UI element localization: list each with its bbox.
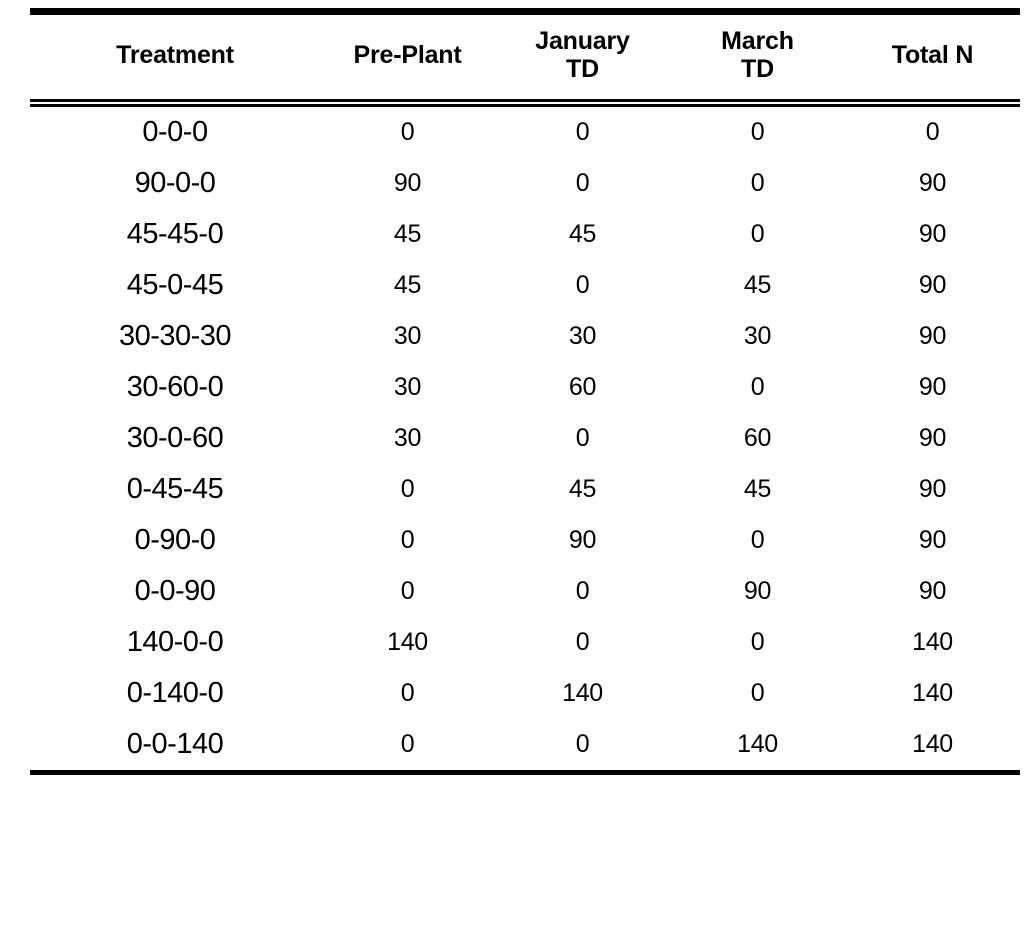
cell-january-td: 45 (568, 475, 597, 503)
cell-january-td: 45 (568, 220, 597, 248)
column-header-treatment: Treatment (116, 41, 234, 69)
table-header-double-rule (30, 99, 1020, 107)
table-row (30, 260, 1020, 311)
cell-treatment: 0-90-0 (134, 524, 216, 556)
cell-pre-plant: 0 (400, 475, 415, 503)
cell-total-n: 90 (918, 169, 947, 197)
cell-total-n: 90 (918, 526, 947, 554)
table-row (30, 311, 1020, 362)
table-row (30, 362, 1020, 413)
cell-treatment: 30-60-0 (126, 371, 224, 403)
column-header-january-td (495, 15, 670, 99)
cell-march-td: 60 (743, 424, 772, 452)
cell-treatment: 30-0-60 (126, 422, 224, 454)
cell-total-n: 140 (912, 628, 953, 656)
cell-pre-plant: 140 (387, 628, 428, 656)
cell-treatment: 45-45-0 (126, 218, 224, 250)
cell-january-td: 0 (575, 730, 590, 758)
data-table (30, 15, 1020, 99)
cell-january-td: 0 (575, 169, 590, 197)
table-row (30, 719, 1020, 770)
cell-pre-plant: 30 (393, 322, 422, 350)
table-row (30, 566, 1020, 617)
cell-total-n: 90 (918, 322, 947, 350)
cell-march-td: 0 (750, 679, 765, 707)
cell-march-td: 0 (750, 220, 765, 248)
header-row (30, 15, 1020, 99)
cell-treatment: 45-0-45 (126, 269, 224, 301)
cell-pre-plant: 0 (400, 577, 415, 605)
cell-total-n: 90 (918, 220, 947, 248)
cell-january-td: 0 (575, 424, 590, 452)
table-row (30, 158, 1020, 209)
table-row (30, 464, 1020, 515)
cell-january-td: 60 (568, 373, 597, 401)
column-header-january-td-line2: TD (566, 55, 599, 83)
cell-january-td: 0 (575, 628, 590, 656)
cell-pre-plant: 45 (393, 271, 422, 299)
column-header-march-td (670, 15, 845, 99)
table-row (30, 617, 1020, 668)
cell-treatment: 0-0-140 (126, 728, 224, 760)
table-row (30, 515, 1020, 566)
nitrogen-treatment-table (30, 8, 1020, 775)
column-header-january-td-line1: January (535, 27, 630, 55)
cell-march-td: 0 (750, 118, 765, 146)
cell-treatment: 90-0-0 (134, 167, 216, 199)
cell-pre-plant: 0 (400, 526, 415, 554)
cell-pre-plant: 90 (393, 169, 422, 197)
table-row (30, 209, 1020, 260)
cell-pre-plant: 0 (400, 730, 415, 758)
cell-march-td: 45 (743, 475, 772, 503)
cell-march-td: 0 (750, 526, 765, 554)
table-bottom-rule (30, 770, 1020, 775)
cell-january-td: 0 (575, 577, 590, 605)
cell-pre-plant: 30 (393, 424, 422, 452)
cell-total-n: 90 (918, 373, 947, 401)
cell-total-n: 90 (918, 424, 947, 452)
data-table-body (30, 107, 1020, 770)
cell-march-td: 90 (743, 577, 772, 605)
cell-march-td: 0 (750, 169, 765, 197)
cell-march-td: 45 (743, 271, 772, 299)
cell-pre-plant: 0 (400, 679, 415, 707)
column-header-march-td-line1: March (721, 27, 794, 55)
column-header-pre-plant: Pre-Plant (353, 41, 462, 69)
cell-march-td: 0 (750, 373, 765, 401)
cell-treatment: 30-30-30 (118, 320, 232, 352)
table-row (30, 107, 1020, 158)
column-header-total-n: Total N (891, 41, 974, 69)
table-row (30, 413, 1020, 464)
cell-january-td: 30 (568, 322, 597, 350)
table-header (30, 15, 1020, 99)
cell-march-td: 140 (737, 730, 778, 758)
cell-pre-plant: 30 (393, 373, 422, 401)
cell-january-td: 0 (575, 271, 590, 299)
cell-march-td: 0 (750, 628, 765, 656)
cell-march-td: 30 (743, 322, 772, 350)
cell-treatment: 0-0-0 (142, 116, 208, 148)
cell-pre-plant: 0 (400, 118, 415, 146)
cell-total-n: 140 (912, 730, 953, 758)
cell-treatment: 0-45-45 (126, 473, 224, 505)
cell-total-n: 90 (918, 271, 947, 299)
cell-treatment: 0-140-0 (126, 677, 224, 709)
cell-january-td: 140 (562, 679, 603, 707)
cell-january-td: 90 (568, 526, 597, 554)
cell-total-n: 140 (912, 679, 953, 707)
cell-total-n: 0 (925, 118, 940, 146)
cell-total-n: 90 (918, 475, 947, 503)
cell-total-n: 90 (918, 577, 947, 605)
cell-treatment: 0-0-90 (134, 575, 216, 607)
table-row (30, 668, 1020, 719)
cell-treatment: 140-0-0 (126, 626, 224, 658)
table-top-rule (30, 8, 1020, 15)
column-header-march-td-line2: TD (741, 55, 774, 83)
table-body (30, 107, 1020, 770)
cell-january-td: 0 (575, 118, 590, 146)
cell-pre-plant: 45 (393, 220, 422, 248)
